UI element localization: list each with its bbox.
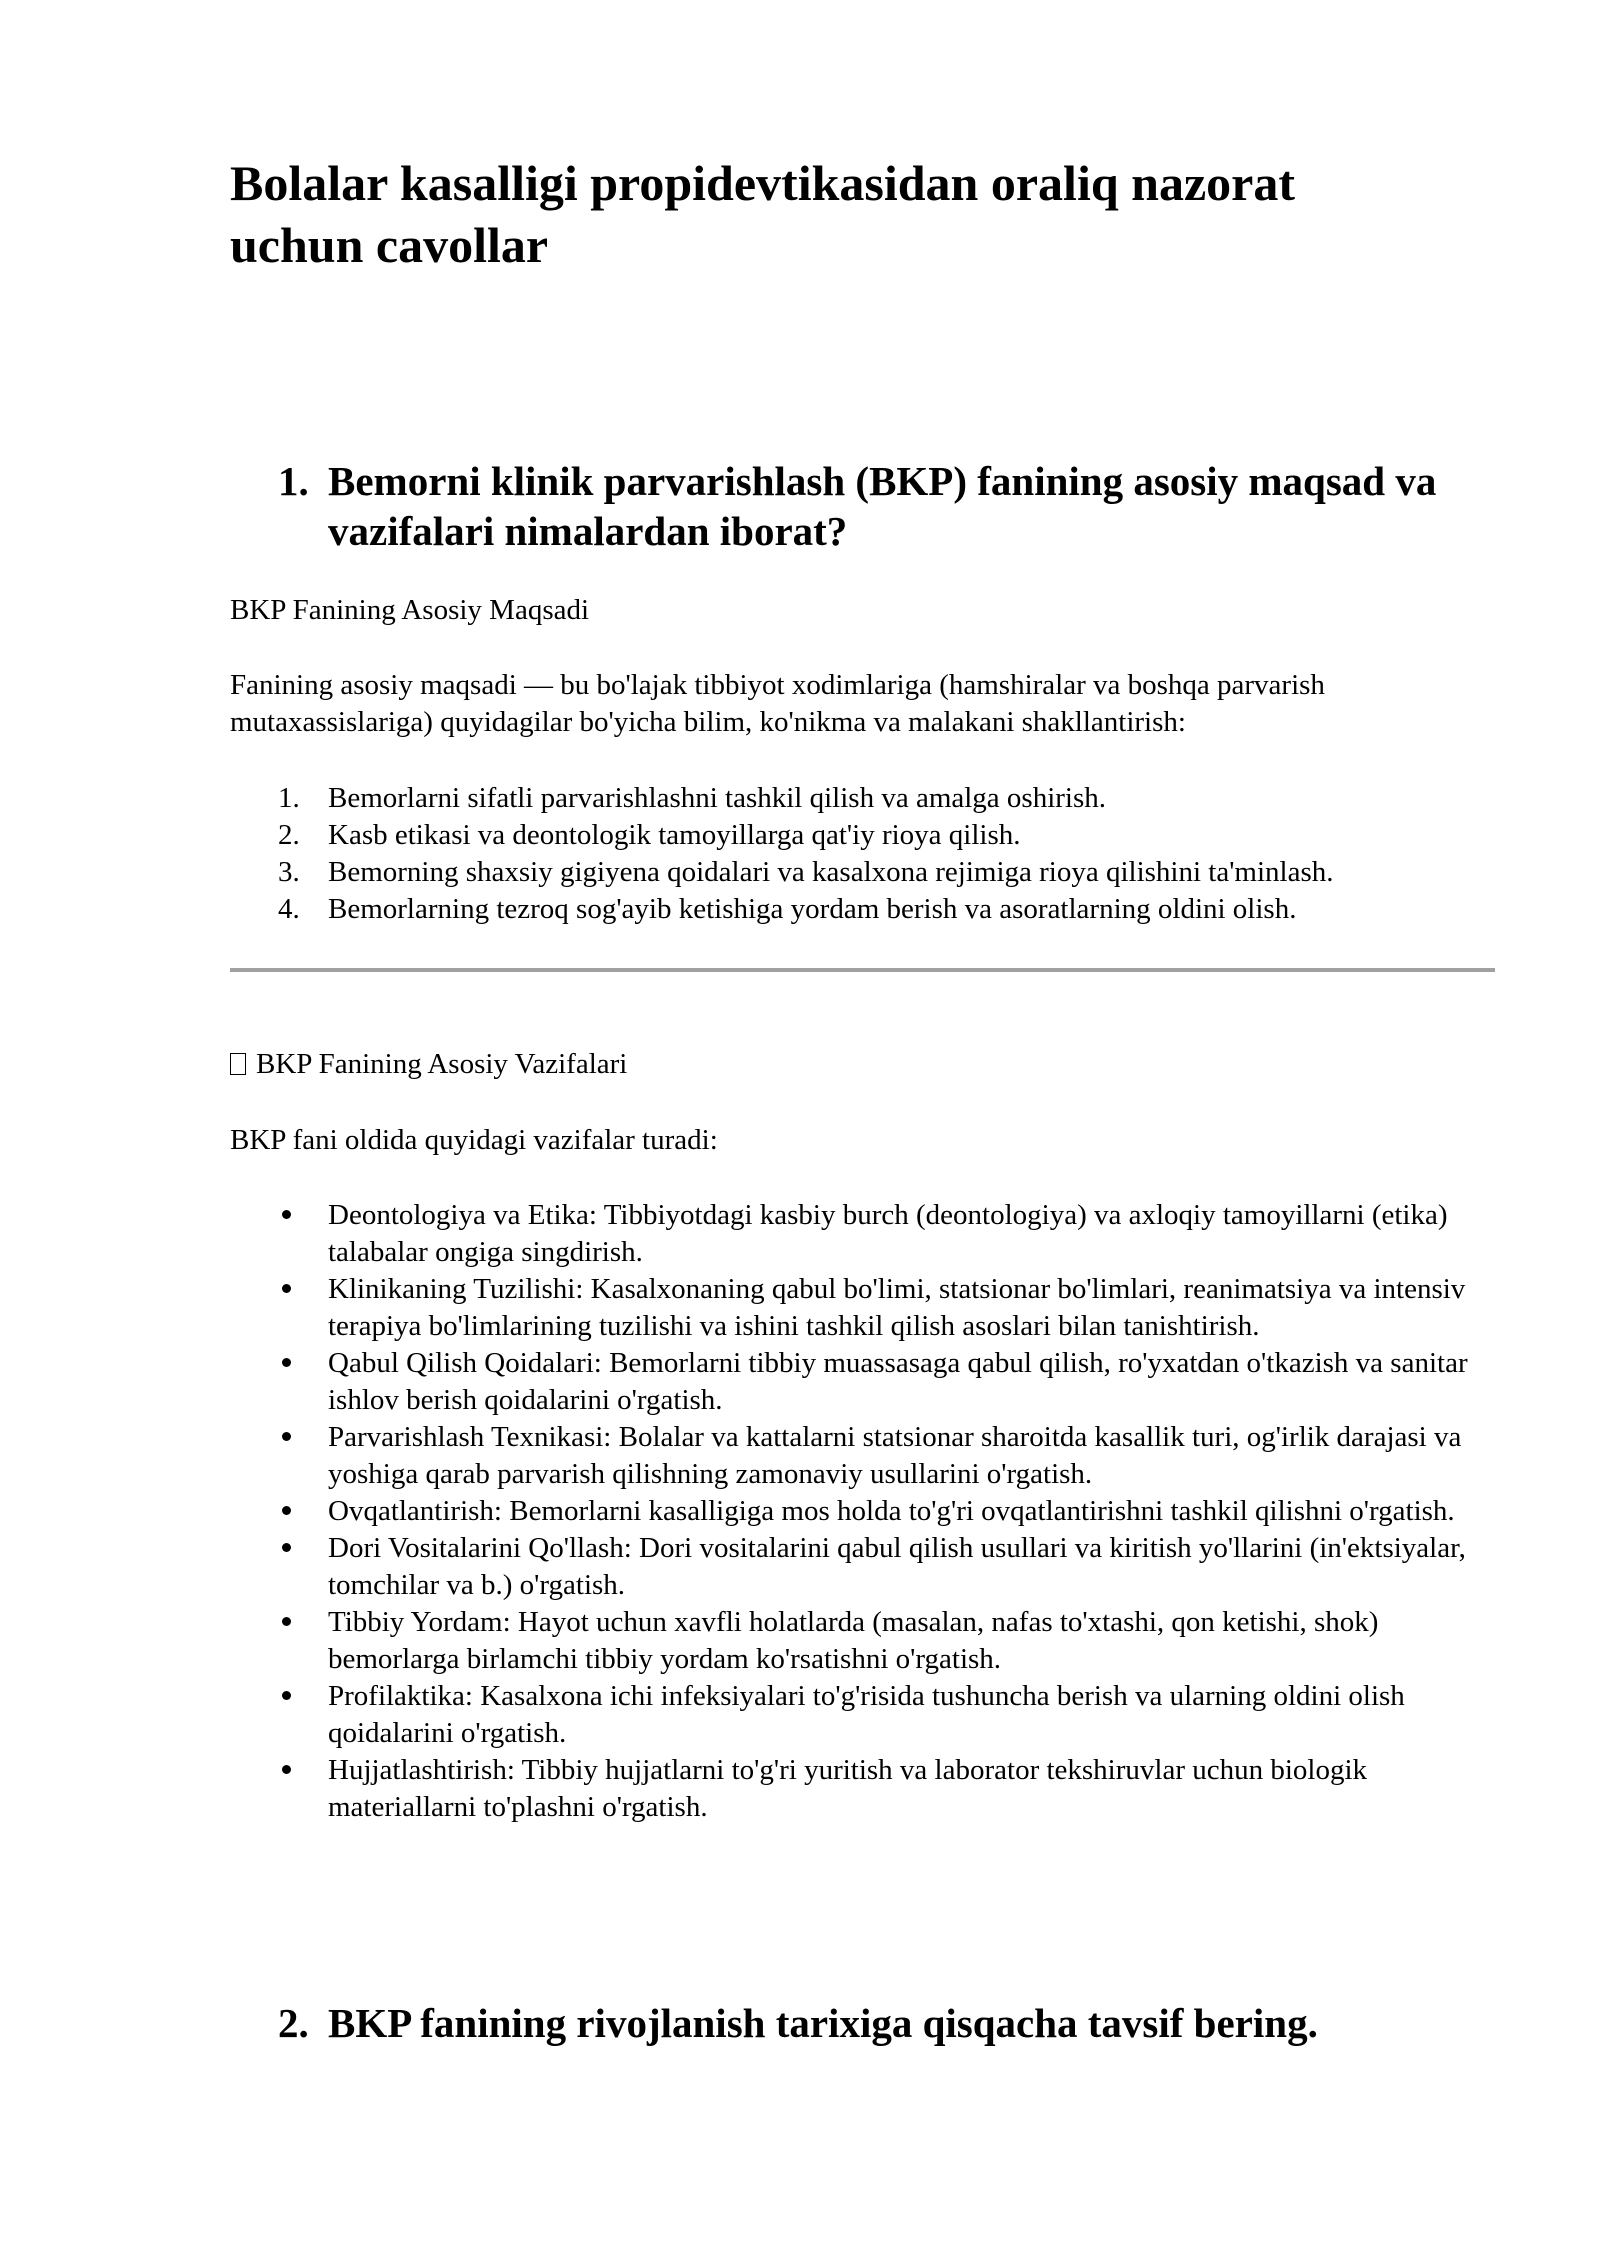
question-1-number: 1. bbox=[278, 458, 309, 504]
list-item-number: 2. bbox=[278, 819, 300, 851]
list-item-text: Bemorlarning tezroq sog'ayib ketishiga yordam berish va asoratlarning oldini olish. bbox=[328, 893, 1297, 925]
goal-intro: Fanining asosiy maqsadi — bu bo'lajak tibbiyot xodimlariga (hamshiralar va boshqa parvarish mutaxassislariga) quyidagilar bo'yicha bilim, ko'nikma va malakani shakllantirish: bbox=[230, 669, 1325, 738]
list-item-text: Klinikaning Tuzilishi: Kasalxonaning qabul bo'limi, statsionar bo'limlari, reanimatsiya va intensiv terapiya bo'limlarining tuzilishi va ishini tashkil qilish asoslari bilan tanishtirish. bbox=[328, 1273, 1466, 1342]
document-title: Bolalar kasalligi propidevtikasidan oraliq nazorat uchun cavollar bbox=[230, 155, 1295, 273]
list-item bbox=[230, 1752, 1495, 1826]
horizontal-divider bbox=[230, 968, 1495, 972]
list-item-text: Profilaktika: Kasalxona ichi infeksiyalari to'g'risida tushuncha berish va ularning oldini olish qoidalarini o'rgatish. bbox=[328, 1680, 1405, 1749]
list-item-text: Ovqatlantirish: Bemorlarni kasalligiga mos holda to'g'ri ovqatlantirishni tashkil qilishni o'rgatish. bbox=[328, 1495, 1455, 1527]
bullet-icon bbox=[282, 1284, 291, 1293]
list-item bbox=[230, 1345, 1495, 1419]
question-2-heading bbox=[278, 1998, 1478, 2048]
list-item bbox=[230, 1604, 1495, 1678]
list-item-number: 1. bbox=[278, 782, 300, 814]
list-item-text: Dori Vositalarini Qo'llash: Dori vositalarini qabul qilish usullari va kiritish yo'llarini (in'ektsiyalar, tomchilar va b.) o'rgatish. bbox=[328, 1532, 1466, 1601]
list-item bbox=[230, 1530, 1495, 1604]
list-item bbox=[230, 817, 1495, 854]
bullet-icon bbox=[282, 1691, 291, 1700]
bullet-icon bbox=[282, 1358, 291, 1367]
bullet-icon bbox=[282, 1543, 291, 1552]
list-item-text: Bemorlarni sifatli parvarishlashni tashkil qilish va amalga oshirish. bbox=[328, 782, 1107, 814]
question-1-heading bbox=[278, 456, 1478, 556]
list-item-text: Hujjatlashtirish: Tibbiy hujjatlarni to'g'ri yuritish va laborator tekshiruvlar uchun biologik materiallarni to'plashni o'rgatish. bbox=[328, 1754, 1368, 1823]
list-item-text: Kasb etikasi va deontologik tamoyillarga qat'iy rioya qilish. bbox=[328, 819, 1021, 851]
list-item bbox=[230, 1419, 1495, 1493]
tasks-list bbox=[230, 1197, 1495, 1826]
list-item-number: 3. bbox=[278, 856, 300, 888]
list-item-text: Tibbiy Yordam: Hayot uchun xavfli holatlarda (masalan, nafas to'xtashi, qon ketishi, shok) bemorlarga birlamchi tibbiy yordam ko'rsatishni o'rgatish. bbox=[328, 1606, 1379, 1675]
bullet-icon bbox=[282, 1210, 291, 1219]
tasks-intro: BKP fani oldida quyidagi vazifalar turadi: bbox=[230, 1124, 718, 1156]
list-item-text: Bemorning shaxsiy gigiyena qoidalari va kasalxona rejimiga rioya qilishini ta'minlash. bbox=[328, 856, 1334, 888]
list-item bbox=[230, 1493, 1495, 1530]
bullet-icon bbox=[282, 1617, 291, 1626]
goal-heading: BKP Fanining Asosiy Maqsadi bbox=[230, 594, 590, 626]
bullet-icon bbox=[282, 1765, 291, 1774]
question-2-number: 2. bbox=[278, 2000, 309, 2046]
goal-list bbox=[230, 780, 1495, 928]
question-1-text: Bemorni klinik parvarishlash (BKP) fanining asosiy maqsad va vazifalari nimalardan iborat? bbox=[328, 458, 1437, 554]
list-item bbox=[230, 1197, 1495, 1271]
tasks-heading: BKP Fanining Asosiy Vazifalari bbox=[256, 1048, 628, 1080]
list-item bbox=[230, 780, 1495, 817]
tasks-heading-line bbox=[230, 1046, 1495, 1083]
list-item-text: Qabul Qilish Qoidalari: Bemorlarni tibbiy muassasaga qabul qilish, ro'yxatdan o'tkazish va sanitar ishlov berish qoidalarini o'rgatish. bbox=[328, 1347, 1468, 1416]
list-item-text: Deontologiya va Etika: Tibbiyotdagi kasbiy burch (deontologiya) va axloqiy tamoyillarni (etika) talabalar ongiga singdirish. bbox=[328, 1199, 1448, 1268]
list-item bbox=[230, 1271, 1495, 1345]
list-item-number: 4. bbox=[278, 893, 300, 925]
question-2-text: BKP fanining rivojlanish tarixiga qisqacha tavsif bering. bbox=[328, 2000, 1318, 2046]
missing-glyph-icon bbox=[230, 1053, 246, 1075]
bullet-icon bbox=[282, 1432, 291, 1441]
list-item bbox=[230, 854, 1495, 891]
list-item bbox=[230, 1678, 1495, 1752]
list-item-text: Parvarishlash Texnikasi: Bolalar va kattalarni statsionar sharoitda kasallik turi, og'irlik darajasi va yoshiga qarab parvarish qilishning zamonaviy usullarini o'rgatish. bbox=[328, 1421, 1462, 1490]
list-item bbox=[230, 891, 1495, 928]
bullet-icon bbox=[282, 1506, 291, 1515]
